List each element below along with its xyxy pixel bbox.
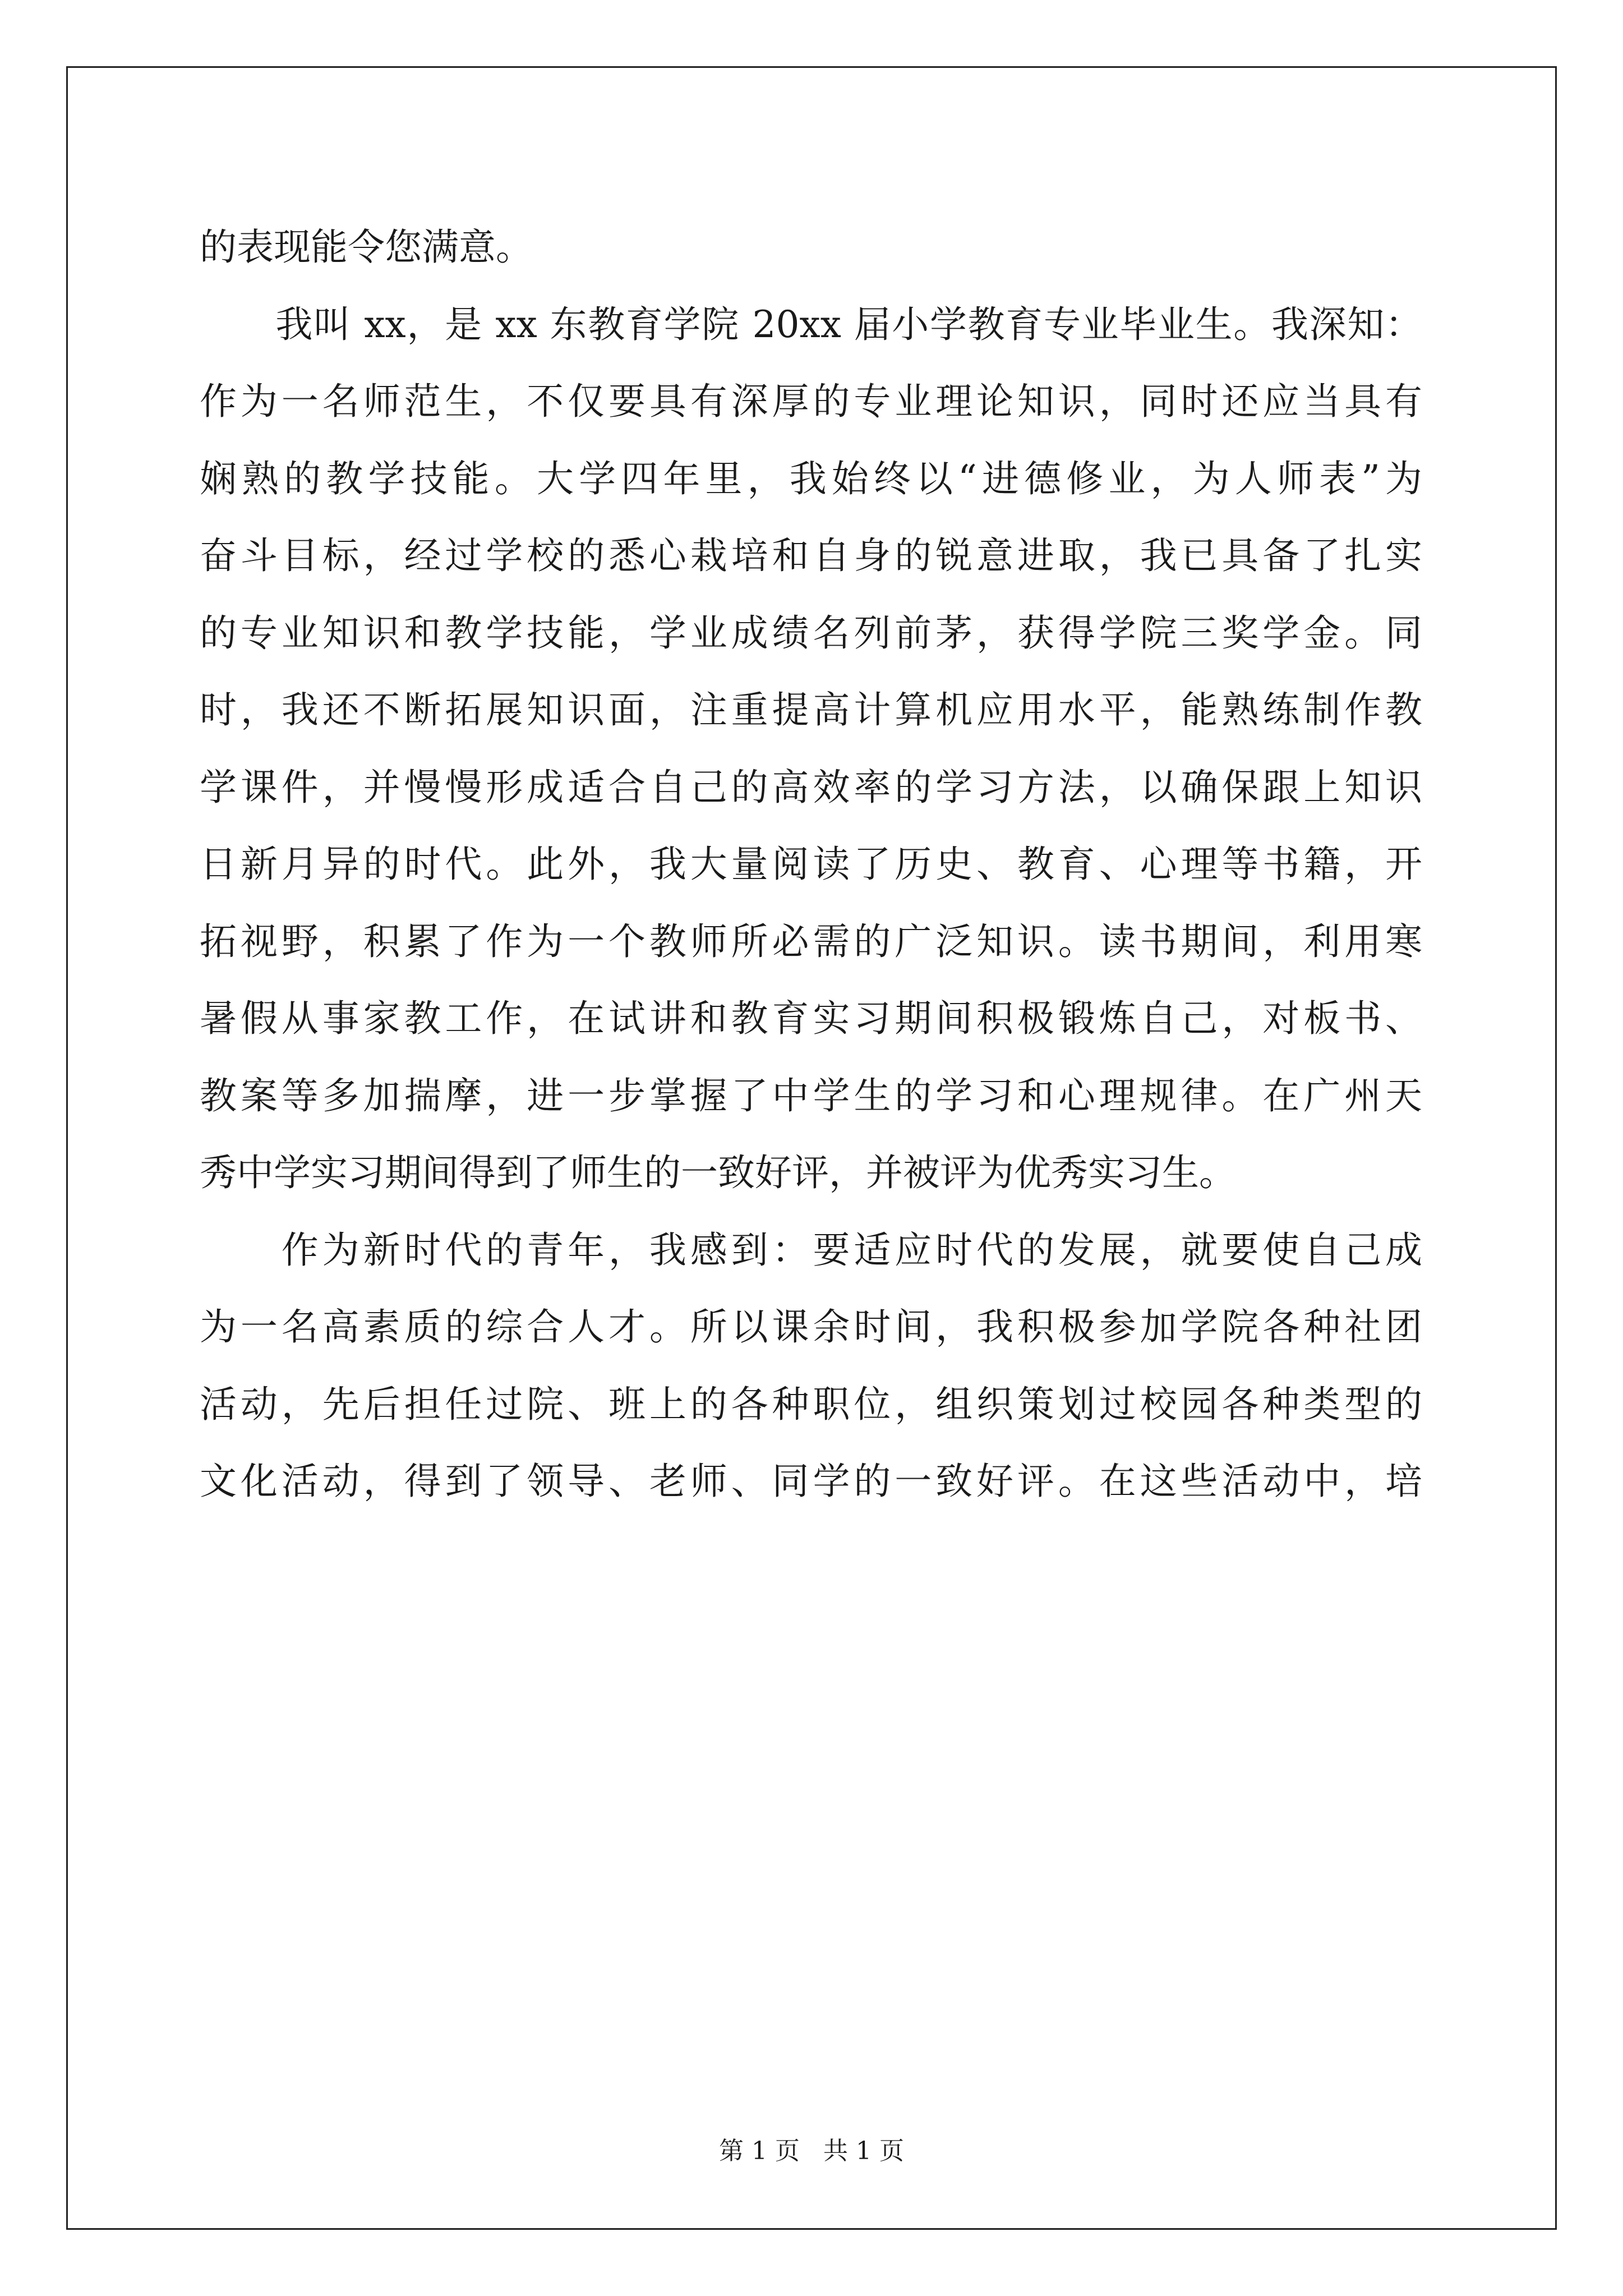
text-line: 我叫 xx，是 xx 东教育学院 20xx 届小学教育专业毕业生。我深知： xyxy=(200,302,1422,346)
text-line: 拓视野，积累了作为一个教师所必需的广泛知识。读书期间，利用寒 xyxy=(200,919,1422,963)
document-body xyxy=(200,209,1422,1520)
text-line: 秀中学实习期间得到了师生的一致好评，并被评为优秀实习生。 xyxy=(200,1151,1236,1194)
page-number: 第 1 页 xyxy=(719,2137,800,2165)
text-line: 活动，先后担任过院、班上的各种职位，组织策划过校园各种类型的 xyxy=(200,1382,1422,1426)
text-line: 文化活动，得到了领导、老师、同学的一致好评。在这些活动中，培 xyxy=(200,1460,1422,1503)
text-line: 日新月异的时代。此外，我大量阅读了历史、教育、心理等书籍，开 xyxy=(200,843,1422,886)
text-line: 为一名高素质的综合人才。所以课余时间，我积极参加学院各种社团 xyxy=(200,1305,1422,1349)
text-line: 时，我还不断拓展知识面，注重提高计算机应用水平，能熟练制作教 xyxy=(200,688,1422,731)
text-line: 娴熟的教学技能。大学四年里，我始终以“进德修业，为人师表”为 xyxy=(200,457,1422,500)
text-line: 的专业知识和教学技能，学业成绩名列前茅，获得学院三奖学金。同 xyxy=(200,611,1422,655)
text-line: 作为一名师范生，不仅要具有深厚的专业理论知识，同时还应当具有 xyxy=(200,380,1422,423)
text-line: 暑假从事家教工作，在试讲和教育实习期间积极锻炼自己，对板书、 xyxy=(200,997,1422,1040)
text-line: 奋斗目标，经过学校的悉心栽培和自身的锐意进取，我已具备了扎实 xyxy=(200,534,1422,577)
page-total: 共 1 页 xyxy=(823,2137,904,2165)
page-footer xyxy=(0,2134,1623,2168)
text-line: 学课件，并慢慢形成适合自己的高效率的学习方法，以确保跟上知识 xyxy=(200,765,1422,809)
text-line: 教案等多加揣摩，进一步掌握了中学生的学习和心理规律。在广州天 xyxy=(200,1074,1422,1117)
text-line: 的表现能令您满意。 xyxy=(200,226,533,269)
text-line: 作为新时代的青年，我感到：要适应时代的发展，就要使自己成 xyxy=(200,1228,1422,1272)
